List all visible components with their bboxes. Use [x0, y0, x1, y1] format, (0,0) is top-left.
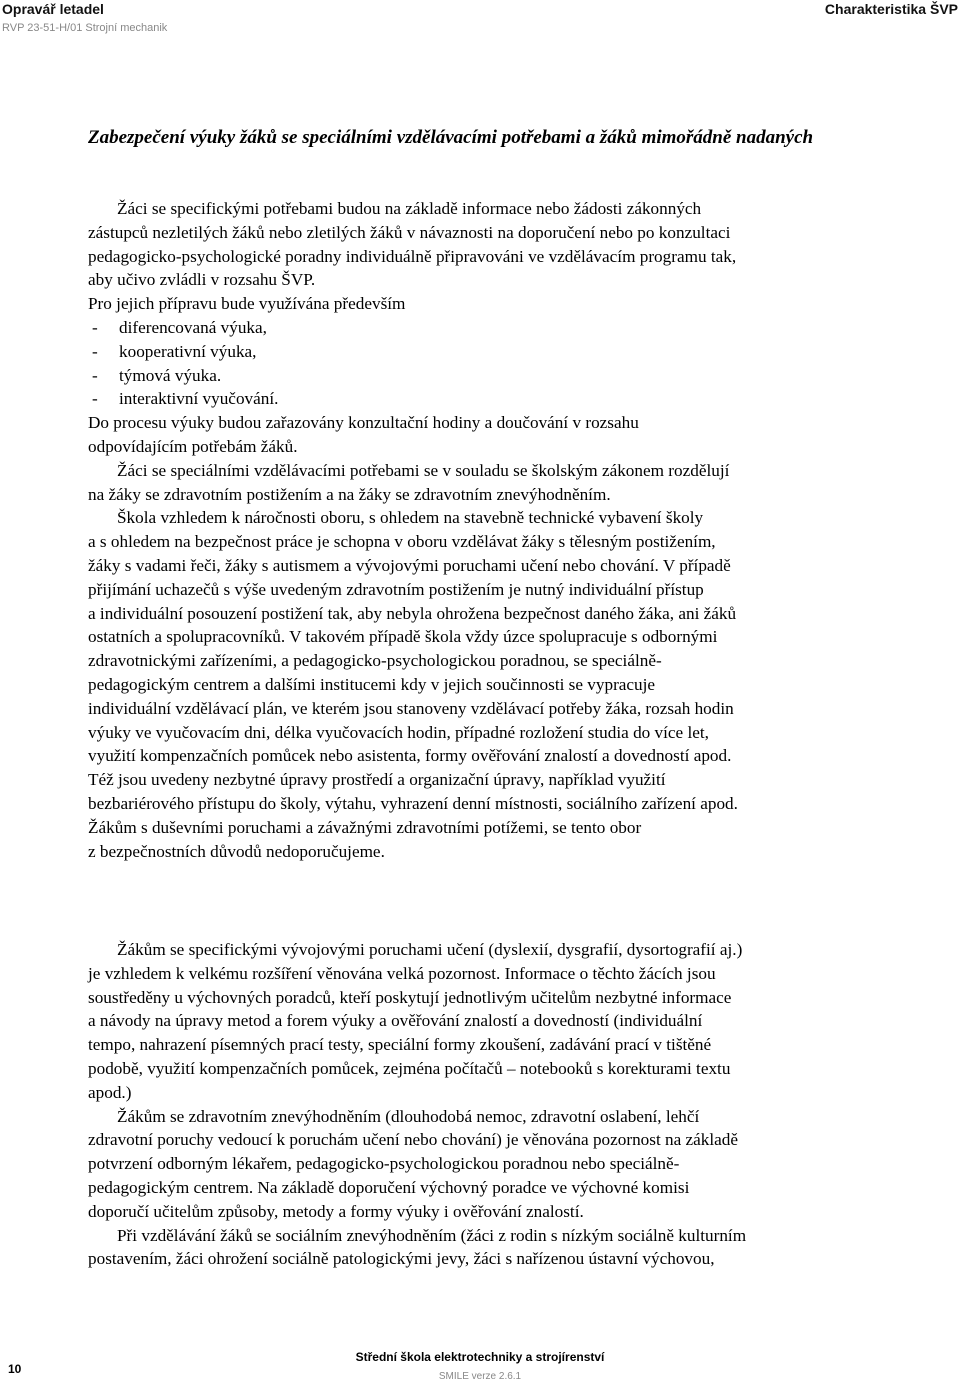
text-line: zástupců nezletilých žáků nebo zletilých žáků v návaznosti na doporučení nebo po konzultaci: [88, 222, 731, 242]
text-line: apod.): [88, 1082, 132, 1102]
text-line: Při vzdělávání žáků se sociálním znevýhodněním (žáci z rodin s nízkým sociálně kulturním: [117, 1225, 747, 1245]
text-line: Škola vzhledem k náročnosti oboru, s ohledem na stavebně technické vybavení školy: [117, 508, 704, 528]
list-item: - kooperativní výuka,: [92, 341, 257, 361]
footer-school-name: Střední škola elektrotechniky a strojírenství: [355, 1350, 605, 1364]
text-line: aby učivo zvládli v rozsahu ŠVP.: [88, 270, 316, 290]
list-item-label: interaktivní vyučování.: [119, 389, 279, 409]
text-line: Do procesu výuky budou zařazovány konzultační hodiny a doučování v rozsahu: [88, 413, 639, 433]
text-line: a návody na úpravy metod a forem výuky a ověřování znalostí a dovedností (individuální: [88, 1011, 703, 1031]
text-line: je vzhledem k velkému rozšíření věnována velká pozornost. Informace o těchto žácích jsou: [88, 963, 716, 983]
text-line: potvrzení odborným lékařem, pedagogicko-psychologickou poradnou nebo speciálně-: [88, 1154, 680, 1174]
text-line: doporučí učitelům způsoby, metody a formy výuky i ověřování znalostí.: [88, 1201, 584, 1221]
text-line: Pro jejich přípravu bude využívána především: [88, 294, 406, 314]
text-line: na žáky se zdravotním postižením a na žáky se zdravotním znevýhodněním.: [88, 484, 611, 504]
text-line: Žákům se zdravotním znevýhodněním (dlouhodobá nemoc, zdravotní oslabení, lehčí: [117, 1106, 700, 1126]
text-line: pedagogickým centrem a dalšími institucemi kdy v jejich součinnosti se vypracuje: [88, 674, 656, 694]
text-line: zdravotní poruchy vedoucí k poruchám učení nebo chování) je věnována pozornost na základě: [88, 1130, 739, 1150]
list-item-label: týmová výuka.: [119, 365, 222, 385]
header-left-subtitle: RVP 23-51-H/01 Strojní mechanik: [2, 22, 168, 34]
text-line: odpovídajícím potřebám žáků.: [88, 436, 298, 456]
list-item-label: diferencovaná výuka,: [119, 317, 267, 337]
text-line: podobě, využití kompenzačních pomůcek, zejména počítačů – notebooků s korekturami textu: [88, 1058, 731, 1078]
text-line: Žákům s duševními poruchami a závažnými zdravotními potížemi, se tento obor: [88, 817, 642, 837]
text-line: ostatních a spolupracovníků. V takovém případě škola vždy úzce spolupracuje s odbornými: [88, 627, 718, 647]
list-item: - diferencovaná výuka,: [92, 317, 267, 337]
paragraph-block-2: [88, 938, 878, 1271]
text-line: Žáci se specifickými potřebami budou na základě informace nebo žádosti zákonných: [117, 199, 702, 218]
text-line: pedagogicko-psychologické poradny individuálně připravováni ve vzdělávacím programu tak,: [88, 246, 737, 266]
text-line: zdravotnickými zařízeními, a pedagogicko-psychologickou poradnou, se speciálně-: [88, 651, 662, 671]
page-number: 10: [8, 1362, 22, 1376]
text-line: z bezpečnostních důvodů nedoporučujeme.: [88, 841, 385, 861]
header-left-title: Opravář letadel: [2, 1, 104, 17]
text-line: pedagogickým centrem. Na základě doporučení výchovný poradce ve výchovné komisi: [88, 1177, 690, 1197]
text-line: tempo, nahrazení písemných prací testy, speciální formy zkoušení, zadávání prací v tištěné: [88, 1035, 712, 1055]
text-line: Žáci se speciálními vzdělávacími potřebami se v souladu se školským zákonem rozdělují: [117, 460, 730, 480]
text-line: individuální vzdělávací plán, ve kterém jsou stanoveny vzdělávací potřeby žáka, rozsah hodin: [88, 698, 734, 718]
text-line: Též jsou uvedeny nezbytné úpravy prostředí a organizační úpravy, například využití: [88, 770, 666, 790]
text-line: přijímání uchazečů s výše uvedeným zdravotním postižením je nutný individuální přístup: [88, 579, 704, 599]
text-line: a s ohledem na bezpečnost práce je schopna v oboru vzdělávat žáky s tělesným postižením,: [88, 532, 716, 552]
list-item: - interaktivní vyučování.: [92, 389, 279, 409]
text-line: Žákům se specifickými vývojovými poruchami učení (dyslexií, dysgrafií, dysortografií aj.): [117, 940, 743, 959]
text-line: žáky s vadami řeči, žáky s autismem a vývojovými poruchami učení nebo chování. V případě: [88, 555, 731, 575]
text-line: postavením, žáci ohrožení sociálně patologickými jevy, žáci s nařízenou ústavní výchovou,: [88, 1249, 715, 1269]
text-line: a individuální posouzení postižení tak, aby nebyla ohrožena bezpečnost daného žáka, ani žáků: [88, 603, 737, 623]
header-right-title: Charakteristika ŠVP: [824, 1, 958, 17]
text-line: využití kompenzačních pomůcek nebo asistenta, formy ověřování znalostí a dovedností apod.: [88, 746, 732, 766]
footer-version: SMILE verze 2.6.1: [438, 1371, 522, 1382]
text-line: bezbariérového přístupu do školy, výtahu, vyhrazení denní místnosti, sociálního zařízení apod.: [88, 793, 738, 813]
paragraph-block-1: [88, 197, 878, 863]
section-title: Zabezpečení výuky žáků se speciálními vzdělávacími potřebami a žáků mimořádně nadaných: [88, 127, 814, 148]
list-item: - týmová výuka.: [92, 365, 222, 385]
list-item-label: kooperativní výuka,: [119, 341, 257, 361]
text-line: výuky ve vyučovacím dni, délka vyučovacích hodin, případné rozložení studia do více let,: [88, 722, 709, 742]
text-line: soustředěny u výchovných poradců, kteří poskytují jednotlivým učitelům nezbytné informace: [88, 987, 732, 1007]
